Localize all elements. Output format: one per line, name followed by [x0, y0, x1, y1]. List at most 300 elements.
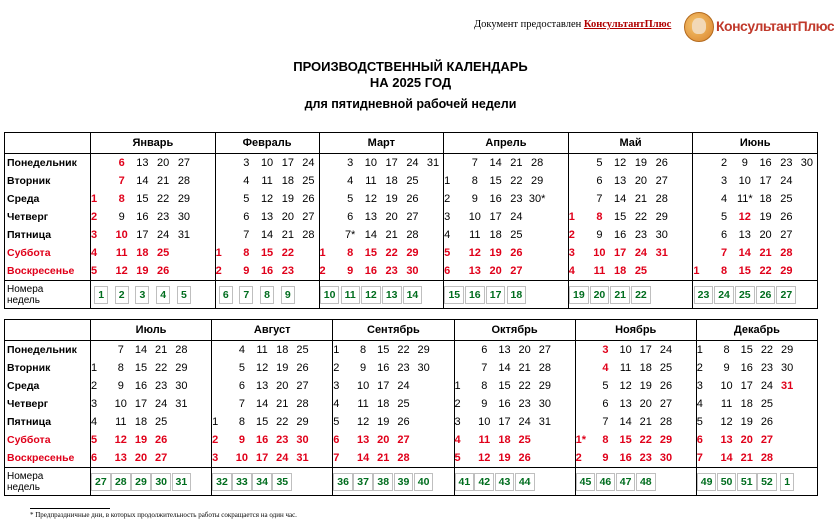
day-cell: 13 — [356, 434, 370, 446]
day-cell: 5 — [454, 449, 474, 468]
day-cell: 4 — [568, 262, 589, 281]
day-cell: 10 — [720, 380, 733, 392]
day-cell: 29 — [655, 211, 668, 223]
week-number: 20 — [590, 286, 610, 304]
day-cell: 30 — [177, 211, 191, 223]
week-number-cell — [340, 281, 361, 309]
day-cell: 3 — [568, 244, 589, 262]
day-cell — [797, 341, 817, 360]
month-name: Ноябрь — [575, 320, 696, 341]
title-line1: ПРОИЗВОДСТВЕННЫЙ КАЛЕНДАРЬ — [293, 59, 528, 74]
day-cell: 26 — [155, 434, 168, 446]
day-cell: 2 — [333, 359, 353, 377]
day-cell: 9 — [741, 157, 748, 169]
month-name: Сентябрь — [333, 320, 454, 341]
day-cell: 21 — [510, 157, 523, 169]
day-cell: 13 — [738, 229, 751, 241]
week-number-cell — [444, 281, 465, 309]
day-cell: 9 — [118, 211, 125, 223]
provided-brand-link[interactable]: КонсультантПлюс — [583, 19, 672, 30]
day-cell: 12 — [619, 380, 632, 392]
week-number-cell — [353, 468, 373, 496]
week-number-cell — [236, 281, 257, 309]
day-cell: 1 — [568, 208, 589, 226]
title-line2: НА 2025 ГОД — [369, 75, 452, 90]
day-cell — [215, 154, 236, 173]
week-number-cell — [333, 468, 353, 496]
day-cell: 26 — [655, 157, 668, 169]
day-cell — [676, 377, 696, 395]
day-cell: 19 — [134, 434, 148, 446]
week-number: 50 — [717, 473, 737, 491]
week-number-cell — [91, 281, 112, 309]
day-cell: 9 — [471, 193, 478, 205]
day-cell: 16 — [364, 265, 378, 277]
day-cell: 29 — [780, 265, 793, 277]
day-cell: 17 — [134, 398, 148, 410]
day-cell: 5 — [602, 380, 609, 392]
day-cell: 23 — [155, 380, 168, 392]
day-cell — [535, 431, 555, 449]
day-cell: 17 — [498, 416, 511, 428]
day-cell — [215, 172, 236, 190]
day-cell: 23 — [397, 362, 410, 374]
day-cell — [423, 172, 444, 190]
day-cell: 4 — [602, 362, 609, 374]
day-cell — [568, 190, 589, 208]
day-cell: 20 — [759, 229, 772, 241]
consultant-logo[interactable] — [684, 12, 834, 42]
day-cell: 16 — [498, 398, 511, 410]
day-cell: 12 — [478, 452, 491, 464]
day-cell: 10 — [364, 157, 378, 169]
day-cell: 17 — [136, 229, 149, 241]
week-number: 39 — [394, 473, 414, 491]
week-number: 12 — [361, 286, 381, 304]
month-name: Октябрь — [454, 320, 575, 341]
day-cell: 12 — [356, 416, 370, 428]
week-number-cell — [494, 468, 514, 496]
day-cell: 30 — [296, 434, 309, 446]
day-cell: 19 — [759, 211, 772, 223]
day-cell: 16 — [136, 211, 149, 223]
day-cell — [575, 341, 595, 360]
day-cell: 26 — [510, 247, 523, 259]
day-cell: 15 — [255, 416, 269, 428]
day-cell — [212, 395, 232, 413]
day-cell: 24 — [659, 344, 673, 356]
weekday-label: Суббота — [5, 244, 91, 262]
day-cell — [215, 208, 236, 226]
day-cell: 18 — [639, 362, 652, 374]
day-cell — [313, 413, 333, 431]
day-cell — [548, 262, 569, 281]
day-cell: 19 — [281, 193, 294, 205]
day-cell — [555, 413, 575, 431]
day-cell: 15 — [260, 247, 274, 259]
day-cell: 4 — [347, 175, 354, 187]
weekday-label: Суббота — [5, 431, 91, 449]
day-cell: 6 — [243, 211, 250, 223]
day-cell: 22 — [510, 175, 523, 187]
week-number: 21 — [610, 286, 630, 304]
day-cell: 23 — [385, 265, 398, 277]
day-cell: 24 — [780, 175, 793, 187]
weekday-label: Воскресенье — [5, 449, 91, 468]
week-number-cell — [402, 281, 423, 309]
day-cell: 3 — [212, 449, 232, 468]
day-cell: 15 — [364, 247, 378, 259]
week-number-cell — [568, 281, 589, 309]
day-cell: 23 — [639, 452, 652, 464]
week-number-cell — [434, 468, 454, 496]
day-cell: 24 — [397, 380, 410, 392]
day-cell: 10 — [738, 175, 751, 187]
day-cell — [693, 190, 714, 208]
week-numbers-label — [5, 468, 91, 496]
day-cell: 13 — [114, 452, 127, 464]
day-cell: 26 — [397, 416, 410, 428]
day-cell: 5 — [347, 193, 354, 205]
month-name: Январь — [91, 133, 216, 154]
day-cell: 25 — [302, 175, 315, 187]
day-cell — [672, 262, 693, 281]
day-cell: 13 — [468, 265, 481, 277]
day-cell: 23 — [634, 229, 648, 241]
day-cell: 20 — [134, 452, 148, 464]
day-cell: 31 — [426, 157, 440, 169]
day-cell: 26 — [406, 193, 419, 205]
day-cell: 24 — [634, 247, 648, 259]
week-number: 2 — [115, 286, 129, 304]
day-cell: 31 — [296, 452, 309, 464]
day-cell: 30 — [406, 265, 419, 277]
weekday-label: Понедельник — [5, 341, 91, 360]
day-cell: 5 — [91, 262, 112, 281]
week-number-cell — [636, 468, 656, 496]
day-cell: 28 — [780, 247, 793, 259]
day-cell: 1* — [575, 431, 595, 449]
day-cell: 14 — [255, 398, 269, 410]
week-number: 44 — [515, 473, 535, 491]
day-cell — [215, 190, 236, 208]
day-cell: 24 — [155, 398, 168, 410]
day-cell: 30 — [781, 362, 794, 374]
week-number-cell — [174, 281, 195, 309]
week-number-cell — [506, 281, 527, 309]
day-cell — [797, 431, 817, 449]
day-cell: 14 — [134, 344, 148, 356]
day-cell: 18 — [489, 229, 502, 241]
day-cell: 23 — [518, 398, 531, 410]
day-cell: 27 — [659, 398, 673, 410]
day-cell: 30 — [175, 380, 188, 392]
day-cell: 28 — [397, 452, 410, 464]
day-cell: 3 — [454, 413, 474, 431]
week-number-cell — [672, 281, 693, 309]
day-cell — [548, 226, 569, 244]
day-cell: 14 — [498, 362, 511, 374]
week-number-cell — [776, 281, 797, 309]
day-cell: 6 — [444, 262, 465, 281]
day-cell: 17 — [740, 380, 753, 392]
day-cell — [191, 395, 211, 413]
weekday-label: Среда — [5, 377, 91, 395]
day-cell: 16 — [255, 434, 269, 446]
day-cell: 29 — [177, 193, 191, 205]
day-cell: 17 — [255, 452, 269, 464]
header-corner — [5, 133, 91, 154]
day-cell: 19 — [639, 380, 652, 392]
day-cell: 12 — [364, 193, 378, 205]
day-cell — [575, 359, 595, 377]
day-cell: 1 — [215, 244, 236, 262]
day-cell: 30 — [655, 229, 668, 241]
week-number-cell — [414, 468, 434, 496]
day-cell: 31 — [655, 247, 668, 259]
day-cell: 6 — [91, 449, 111, 468]
day-cell — [454, 341, 474, 360]
header-corner — [5, 320, 91, 341]
day-cell: 2 — [720, 157, 728, 169]
week-number: 37 — [353, 473, 373, 491]
week-number-cell — [277, 281, 298, 309]
day-cell: 6 — [481, 344, 488, 356]
day-cell: 20 — [377, 434, 390, 446]
weekday-label: Вторник — [5, 359, 91, 377]
day-cell — [672, 244, 693, 262]
day-cell: 25 — [510, 229, 523, 241]
day-cell: 27 — [397, 434, 410, 446]
day-cell: 27 — [177, 157, 191, 169]
day-cell: 2 — [568, 226, 589, 244]
day-cell: 18 — [377, 398, 390, 410]
day-cell — [575, 377, 595, 395]
week-number-cell — [589, 281, 610, 309]
day-cell: 9 — [360, 362, 367, 374]
day-cell — [434, 449, 454, 468]
weekday-row — [5, 449, 818, 468]
day-cell: 24 — [157, 229, 170, 241]
day-cell: 16 — [377, 362, 390, 374]
month-name: Июль — [91, 320, 212, 341]
week-number-cell — [423, 281, 444, 309]
day-cell: 23 — [510, 193, 523, 205]
day-cell: 10 — [593, 247, 606, 259]
day-cell: 8 — [118, 193, 125, 205]
day-cell: 7* — [344, 229, 356, 241]
title-line3: для пятидневной рабочей недели — [304, 97, 517, 111]
day-cell: 23 — [760, 362, 774, 374]
day-cell: 17 — [759, 175, 772, 187]
day-cell: 24 — [760, 380, 774, 392]
day-cell: 28 — [406, 229, 419, 241]
day-cell: 23 — [276, 434, 289, 446]
day-cell — [423, 190, 444, 208]
weekday-row — [5, 359, 818, 377]
week-number: 29 — [131, 473, 151, 491]
day-cell: 1 — [91, 190, 112, 208]
week-number: 15 — [444, 286, 464, 304]
week-number-cell — [714, 281, 735, 309]
day-cell: 11 — [365, 175, 377, 187]
day-cell: 19 — [385, 193, 398, 205]
week-number: 43 — [495, 473, 515, 491]
week-number-cell — [373, 468, 393, 496]
day-cell: 15 — [134, 362, 148, 374]
day-cell — [191, 377, 211, 395]
day-cell: 10 — [114, 398, 127, 410]
day-cell — [212, 341, 232, 360]
week-number-cell — [474, 468, 494, 496]
day-cell: 15 — [489, 175, 502, 187]
day-cell: 1 — [444, 172, 465, 190]
day-cell — [313, 449, 333, 468]
day-cell — [527, 208, 548, 226]
day-cell — [414, 449, 434, 468]
day-cell — [777, 449, 797, 468]
day-cell: 12 — [255, 362, 269, 374]
month-name: Июнь — [693, 133, 818, 154]
day-cell: 7 — [602, 416, 609, 428]
day-cell: 17 — [639, 344, 652, 356]
day-cell — [191, 413, 211, 431]
day-cell: 14 — [738, 247, 751, 259]
day-cell: 7 — [720, 247, 728, 259]
day-cell: 3 — [243, 157, 250, 169]
day-cell: 1 — [91, 359, 111, 377]
day-cell — [676, 449, 696, 468]
day-cell: 22 — [281, 247, 294, 259]
day-cell: 11 — [256, 344, 268, 356]
day-cell: 24 — [302, 157, 315, 169]
day-cell: 13 — [255, 380, 269, 392]
week-number-cell — [797, 468, 817, 496]
day-cell: 25 — [397, 398, 410, 410]
day-cell — [527, 226, 548, 244]
day-cell: 1 — [693, 262, 714, 281]
week-number: 45 — [576, 473, 596, 491]
day-cell: 22 — [760, 344, 774, 356]
day-cell: 12 — [115, 265, 128, 277]
day-cell: 30 — [417, 362, 430, 374]
weekday-row — [5, 395, 818, 413]
month-name: Май — [568, 133, 693, 154]
week-number: 34 — [252, 473, 272, 491]
day-cell: 18 — [759, 193, 772, 205]
week-number: 5 — [177, 286, 191, 304]
week-number-cell — [215, 281, 236, 309]
weekday-row — [5, 154, 818, 173]
day-cell — [555, 431, 575, 449]
day-cell — [797, 244, 818, 262]
weekday-label: Понедельник — [5, 154, 91, 173]
day-cell: 21 — [155, 344, 168, 356]
week-number-cell — [610, 281, 631, 309]
day-cell: 19 — [498, 452, 511, 464]
day-cell: 13 — [136, 157, 149, 169]
day-cell — [91, 341, 111, 360]
day-cell: 20 — [489, 265, 502, 277]
day-cell: 19 — [740, 416, 753, 428]
day-cell — [423, 226, 444, 244]
week-label-line1: Номера — [7, 283, 44, 295]
day-cell: 7 — [471, 157, 478, 169]
day-cell: 26 — [296, 362, 309, 374]
day-cell: 21 — [157, 175, 170, 187]
week-number-cell — [91, 468, 111, 496]
week-number: 26 — [756, 286, 776, 304]
weekday-row — [5, 208, 818, 226]
day-cell: 5 — [238, 362, 245, 374]
day-cell: 29 — [175, 362, 188, 374]
day-cell: 14 — [136, 175, 149, 187]
weekday-label: Вторник — [5, 172, 91, 190]
footnote: * Предпраздничные дни, в которых продолжительность работы сокращается на один час. — [30, 511, 297, 519]
day-cell: 13 — [364, 211, 378, 223]
day-cell: 8 — [596, 211, 603, 223]
day-cell: 16 — [740, 362, 753, 374]
day-cell — [454, 359, 474, 377]
day-cell — [672, 154, 693, 173]
day-cell: 18 — [740, 398, 753, 410]
day-cell: 6 — [596, 175, 603, 187]
day-cell: 10 — [260, 157, 274, 169]
week-number: 33 — [232, 473, 252, 491]
day-cell: 11 — [593, 265, 606, 277]
day-cell: 15 — [136, 193, 149, 205]
day-cell: 8 — [481, 380, 488, 392]
weekday-label: Среда — [5, 190, 91, 208]
day-cell: 30 — [538, 398, 551, 410]
day-cell — [555, 377, 575, 395]
day-cell — [194, 172, 215, 190]
day-cell: 9 — [117, 380, 124, 392]
day-cell — [693, 244, 714, 262]
day-cell: 29 — [781, 344, 794, 356]
day-cell — [313, 359, 333, 377]
day-cell: 14 — [720, 452, 733, 464]
day-cell — [676, 413, 696, 431]
day-cell: 26 — [780, 211, 793, 223]
day-cell — [568, 154, 589, 173]
footnote-divider — [30, 508, 110, 509]
week-number: 38 — [373, 473, 393, 491]
day-cell: 22 — [639, 434, 652, 446]
day-cell: 27 — [760, 434, 774, 446]
day-cell: 14 — [614, 193, 627, 205]
month-name: Апрель — [444, 133, 569, 154]
weekday-row — [5, 172, 818, 190]
day-cell — [555, 359, 575, 377]
day-cell: 5 — [243, 193, 250, 205]
day-cell — [212, 359, 232, 377]
week-number: 16 — [465, 286, 485, 304]
day-cell: 5 — [333, 413, 353, 431]
day-cell — [555, 395, 575, 413]
day-cell: 29 — [659, 434, 673, 446]
week-number-cell — [191, 468, 211, 496]
day-cell: 23 — [157, 211, 170, 223]
day-cell: 22 — [157, 193, 170, 205]
day-cell — [313, 341, 333, 360]
day-cell: 7 — [596, 193, 603, 205]
day-cell: 4 — [238, 344, 245, 356]
day-cell: 1 — [212, 413, 232, 431]
day-cell — [548, 244, 569, 262]
day-cell — [319, 154, 340, 173]
day-cell: 11 — [115, 247, 128, 259]
